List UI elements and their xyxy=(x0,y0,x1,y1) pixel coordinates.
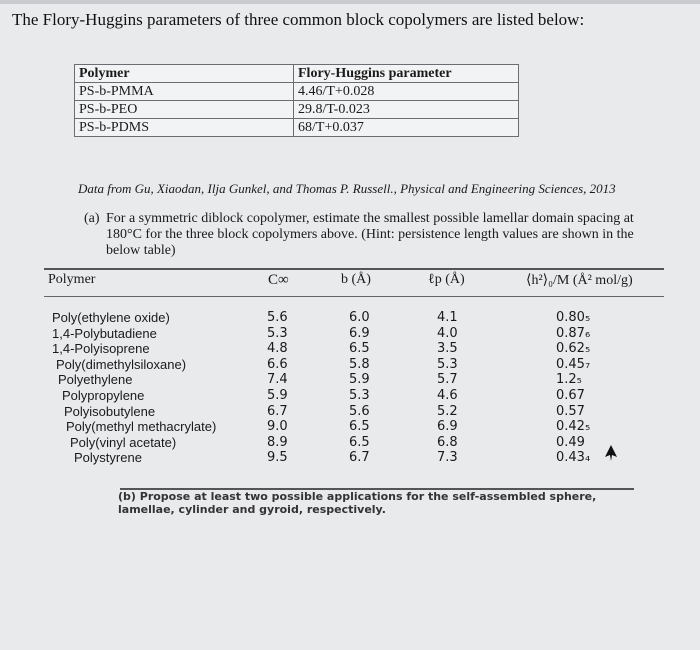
c-infinity-value: 5.9 xyxy=(267,388,288,403)
col-header-h2-over-m: ⟨h²⟩₀/M (Å² mol/g) xyxy=(526,273,633,288)
persistence-length-value: 5.3 xyxy=(437,356,458,372)
b-value: 6.0 xyxy=(349,310,370,325)
polymer-name: Poly(ethylene oxide) xyxy=(52,310,170,325)
c-infinity-value: 9.0 xyxy=(267,419,288,435)
c-infinity-value: 4.8 xyxy=(267,341,288,357)
table-row xyxy=(0,435,700,450)
b-value: 6.7 xyxy=(349,450,370,466)
persistence-length-value: 6.9 xyxy=(437,419,458,435)
table-row xyxy=(0,388,700,403)
polymer-name: Polyethylene xyxy=(58,372,133,388)
h2-over-m-value: 0.49 xyxy=(556,434,585,450)
table-row xyxy=(0,357,700,372)
c-infinity-value: 7.4 xyxy=(267,372,288,388)
top-edge xyxy=(0,0,700,4)
data-source-citation: Data from Gu, Xiaodan, Ilja Gunkel, and Thomas P. Russell., Physical and Engineering Sciences, 2013 xyxy=(78,181,616,196)
h2-over-m-value: 1.2₅ xyxy=(556,372,582,388)
h2-over-m-value: 0.43₄ xyxy=(556,450,591,466)
polymer-name: Poly(methyl methacrylate) xyxy=(66,419,217,435)
persistence-length-value: 4.6 xyxy=(437,388,458,403)
polymer-name: Polyisobutylene xyxy=(64,403,156,419)
intro-text: The Flory-Huggins parameters of three common block copolymers are listed below: xyxy=(12,10,585,29)
table-row xyxy=(75,83,519,101)
h2-over-m-value: 0.42₅ xyxy=(556,419,591,435)
h2-over-m-value: 0.62₅ xyxy=(556,341,591,357)
h2-over-m-value: 0.87₆ xyxy=(556,325,591,341)
polymer-name: 1,4-Polyisoprene xyxy=(52,341,150,357)
cell-polymer: PS-b-PEO xyxy=(75,101,294,119)
persistence-length-value: 5.2 xyxy=(437,403,458,419)
c-infinity-value: 5.6 xyxy=(267,310,288,325)
b-value: 6.9 xyxy=(349,325,370,341)
table-row xyxy=(0,310,700,325)
c-infinity-value: 9.5 xyxy=(267,450,288,466)
table-row xyxy=(0,341,700,356)
b-value: 5.6 xyxy=(349,403,370,419)
cell-parameter: 68/T+0.037 xyxy=(294,119,519,137)
c-infinity-value: 6.6 xyxy=(267,356,288,372)
b-value: 6.5 xyxy=(349,341,370,357)
cell-polymer: PS-b-PDMS xyxy=(75,119,294,137)
b-value: 6.5 xyxy=(349,434,370,450)
table-row xyxy=(0,450,700,465)
table-top-rule xyxy=(44,268,664,270)
persistence-length-value: 4.1 xyxy=(437,310,458,325)
question-b-text: (b) Propose at least two possible applications for the self-assembled sphere, lamellae, cylinder and gyroid, respectively. xyxy=(118,490,597,516)
b-value: 6.5 xyxy=(349,419,370,435)
question-a-label: (a) xyxy=(84,211,100,226)
cell-polymer: PS-b-PMMA xyxy=(75,83,294,101)
mouse-pointer-icon xyxy=(604,444,618,462)
question-a xyxy=(84,211,664,259)
polymer-name: Polystyrene xyxy=(74,450,142,466)
question-a-text: For a symmetric diblock copolymer, estimate the smallest possible lamellar domain spacing at 180°C for the three block copolymers above. (Hint: persistence length values are shown in the below table) xyxy=(106,211,634,258)
h2-over-m-value: 0.57 xyxy=(556,403,585,419)
c-infinity-value: 6.7 xyxy=(267,403,288,419)
table-row xyxy=(75,119,519,137)
polymer-name: 1,4-Polybutadiene xyxy=(52,325,157,341)
persistence-length-value: 7.3 xyxy=(437,450,458,466)
col-header-polymer: Polymer xyxy=(48,272,96,287)
cell-parameter: 29.8/T-0.023 xyxy=(294,101,519,119)
polymer-name: Poly(vinyl acetate) xyxy=(70,434,177,450)
b-value: 5.8 xyxy=(349,356,370,372)
c-infinity-value: 5.3 xyxy=(267,325,288,341)
c-infinity-value: 8.9 xyxy=(267,434,288,450)
polymer-name: Polypropylene xyxy=(62,388,145,403)
h2-over-m-value: 0.45₇ xyxy=(556,356,591,372)
table-row xyxy=(0,372,700,387)
persistence-length-value: 5.7 xyxy=(437,372,458,388)
col-header-c-infinity: C∞ xyxy=(268,272,289,288)
table-header-row xyxy=(75,65,519,83)
persistence-length-value: 4.0 xyxy=(437,325,458,341)
table-header-rule xyxy=(44,296,664,297)
table-row xyxy=(75,101,519,119)
col-header-persistence-length: ℓp (Å) xyxy=(428,272,465,287)
header-fh-parameter: Flory-Huggins parameter xyxy=(294,65,519,83)
persistence-length-value: 3.5 xyxy=(437,341,458,357)
table-row xyxy=(0,419,700,434)
persistence-length-value: 6.8 xyxy=(437,434,458,450)
h2-over-m-value: 0.67 xyxy=(556,388,585,403)
h2-over-m-value: 0.80₅ xyxy=(556,310,591,325)
b-value: 5.3 xyxy=(349,388,370,403)
polymer-name: Poly(dimethylsiloxane) xyxy=(56,356,187,372)
table-row xyxy=(0,404,700,419)
b-value: 5.9 xyxy=(349,372,370,388)
col-header-b: b (Å) xyxy=(341,272,371,287)
header-polymer: Polymer xyxy=(75,65,294,83)
cell-parameter: 4.46/T+0.028 xyxy=(294,83,519,101)
table-row xyxy=(0,326,700,341)
flory-huggins-table xyxy=(74,64,519,137)
